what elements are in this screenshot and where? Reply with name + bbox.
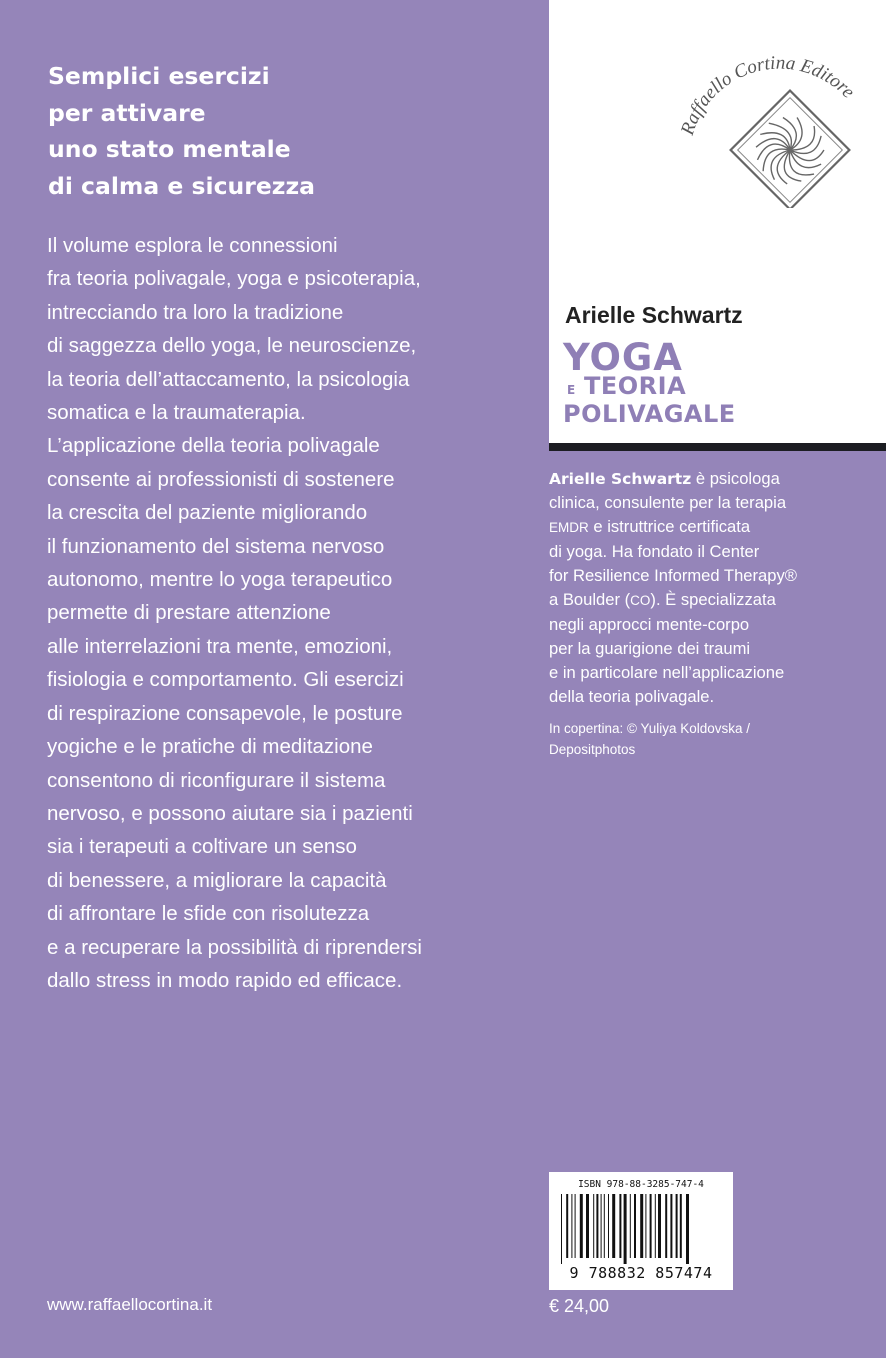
bio-line: clinica, consulente per la terapia (549, 493, 787, 512)
barcode-bar (645, 1194, 646, 1258)
barcode-bar (676, 1194, 678, 1258)
description-line: alle interrelazioni tra mente, emozioni, (47, 634, 393, 658)
bio-line: di yoga. Ha fondato il Center (549, 542, 760, 561)
description-line: di saggezza dello yoga, le neuroscienze, (47, 334, 417, 358)
book-title-yoga: YOGA (563, 336, 683, 379)
barcode-bar (575, 1194, 576, 1258)
description-line: permette di prestare attenzione (47, 601, 331, 625)
description-line: autonomo, mentre lo yoga terapeutico (47, 568, 393, 592)
barcode-digits: 9 788832 857474 (569, 1264, 713, 1282)
barcode-bar (686, 1194, 689, 1264)
barcode-bar (640, 1194, 643, 1258)
description-line: consente ai professionisti di sostenere (47, 467, 395, 491)
description-line: dallo stress in modo rapido ed efficace. (47, 968, 403, 992)
publisher-website-link[interactable]: www.raffaellocortina.it (47, 1295, 213, 1314)
cover-credit (549, 719, 879, 760)
barcode-bar (670, 1194, 672, 1258)
description-line: e a recuperare la possibilità di riprendersi (47, 935, 422, 959)
description-line: fra teoria polivagale, yoga e psicoterapia, (47, 267, 421, 291)
title-divider (549, 443, 886, 451)
barcode-bar (612, 1194, 615, 1258)
description-line: consentono di riconfigurare il sistema (47, 768, 386, 792)
tagline (48, 58, 518, 204)
bio-line: for Resilience Informed Therapy® (549, 566, 798, 585)
author-name: Arielle Schwartz (565, 302, 743, 328)
bio-line: per la guarigione dei traumi (549, 639, 751, 658)
description-line: Il volume esplora le connessioni (47, 234, 338, 257)
barcode-bar (604, 1194, 605, 1258)
publisher-logo-icon (672, 38, 862, 208)
isbn-barcode (549, 1172, 733, 1290)
barcode-bar (586, 1194, 589, 1258)
barcode-bar (571, 1194, 572, 1258)
barcode-bar (650, 1194, 652, 1258)
barcode-bar (665, 1194, 667, 1258)
tagline-line: di calma e sicurezza (48, 171, 315, 200)
description-line: la teoria dell’attaccamento, la psicologia (47, 367, 410, 391)
book-title-teoria: TEORIA (584, 372, 687, 400)
barcode-bar (658, 1194, 661, 1258)
tagline-line: Semplici esercizi (48, 62, 270, 90)
credit-line: Depositphotos (549, 741, 636, 757)
barcode-bar (655, 1194, 656, 1258)
barcode-bar (580, 1194, 583, 1258)
description-line: fisiologia e comportamento. Gli esercizi (47, 668, 404, 692)
bio-line: e in particolare nell’applicazione (549, 663, 785, 682)
description-line: di affrontare le sfide con risolutezza (47, 902, 370, 926)
bio-line: della teoria polivagale. (549, 687, 715, 706)
book-title-polivagale: POLIVAGALE (563, 400, 736, 428)
book-title-connector: E (567, 383, 576, 397)
tagline-line: uno stato mentale (48, 135, 291, 163)
bio-line: Arielle Schwartz è psicologa (549, 469, 780, 488)
bio-line: EMDR e istruttrice certificata (549, 517, 751, 536)
description-line: yogiche e le pratiche di meditazione (47, 735, 373, 759)
barcode-bar (680, 1194, 682, 1258)
description-line: somatica e la traumaterapia. (47, 401, 306, 425)
bio-line: a Boulder (CO). È specializzata (549, 590, 776, 609)
svg-text:Raffaello Cortina Editore: Raffaello Cortina Editore (677, 52, 859, 138)
credit-line: In copertina: © Yuliya Koldovska / (549, 721, 751, 736)
description-line: la crescita del paziente migliorando (47, 501, 368, 525)
description-line: nervoso, e possono aiutare sia i pazienti (47, 801, 413, 825)
description-line: di respirazione consapevole, le posture (47, 701, 403, 725)
barcode-bar (561, 1194, 562, 1264)
bio-line: negli approcci mente-corpo (549, 615, 750, 634)
bio-author-name: Arielle Schwartz (549, 470, 692, 488)
book-description (47, 229, 527, 997)
barcode-bar (566, 1194, 568, 1258)
barcode-bar (608, 1194, 609, 1258)
barcode-icon (557, 1194, 727, 1264)
barcode-bar (630, 1194, 631, 1258)
description-line: sia i terapeuti a coltivare un senso (47, 835, 357, 859)
tagline-line: per attivare (48, 98, 206, 127)
author-bio (549, 467, 879, 709)
price: € 24,00 (549, 1296, 610, 1316)
barcode-bar (601, 1194, 602, 1258)
barcode-bar (624, 1194, 627, 1264)
barcode-bar (593, 1194, 594, 1258)
barcode-bar (619, 1194, 621, 1258)
description-line: il funzionamento del sistema nervoso (47, 534, 385, 558)
description-line: intrecciando tra loro la tradizione (47, 300, 344, 324)
barcode-bar (596, 1194, 598, 1258)
description-line: di benessere, a migliorare la capacità (47, 868, 387, 892)
barcode-bar (634, 1194, 636, 1258)
isbn-label: ISBN 978-88-3285-747-4 (578, 1179, 704, 1190)
description-line: L’applicazione della teoria polivagale (47, 434, 380, 458)
